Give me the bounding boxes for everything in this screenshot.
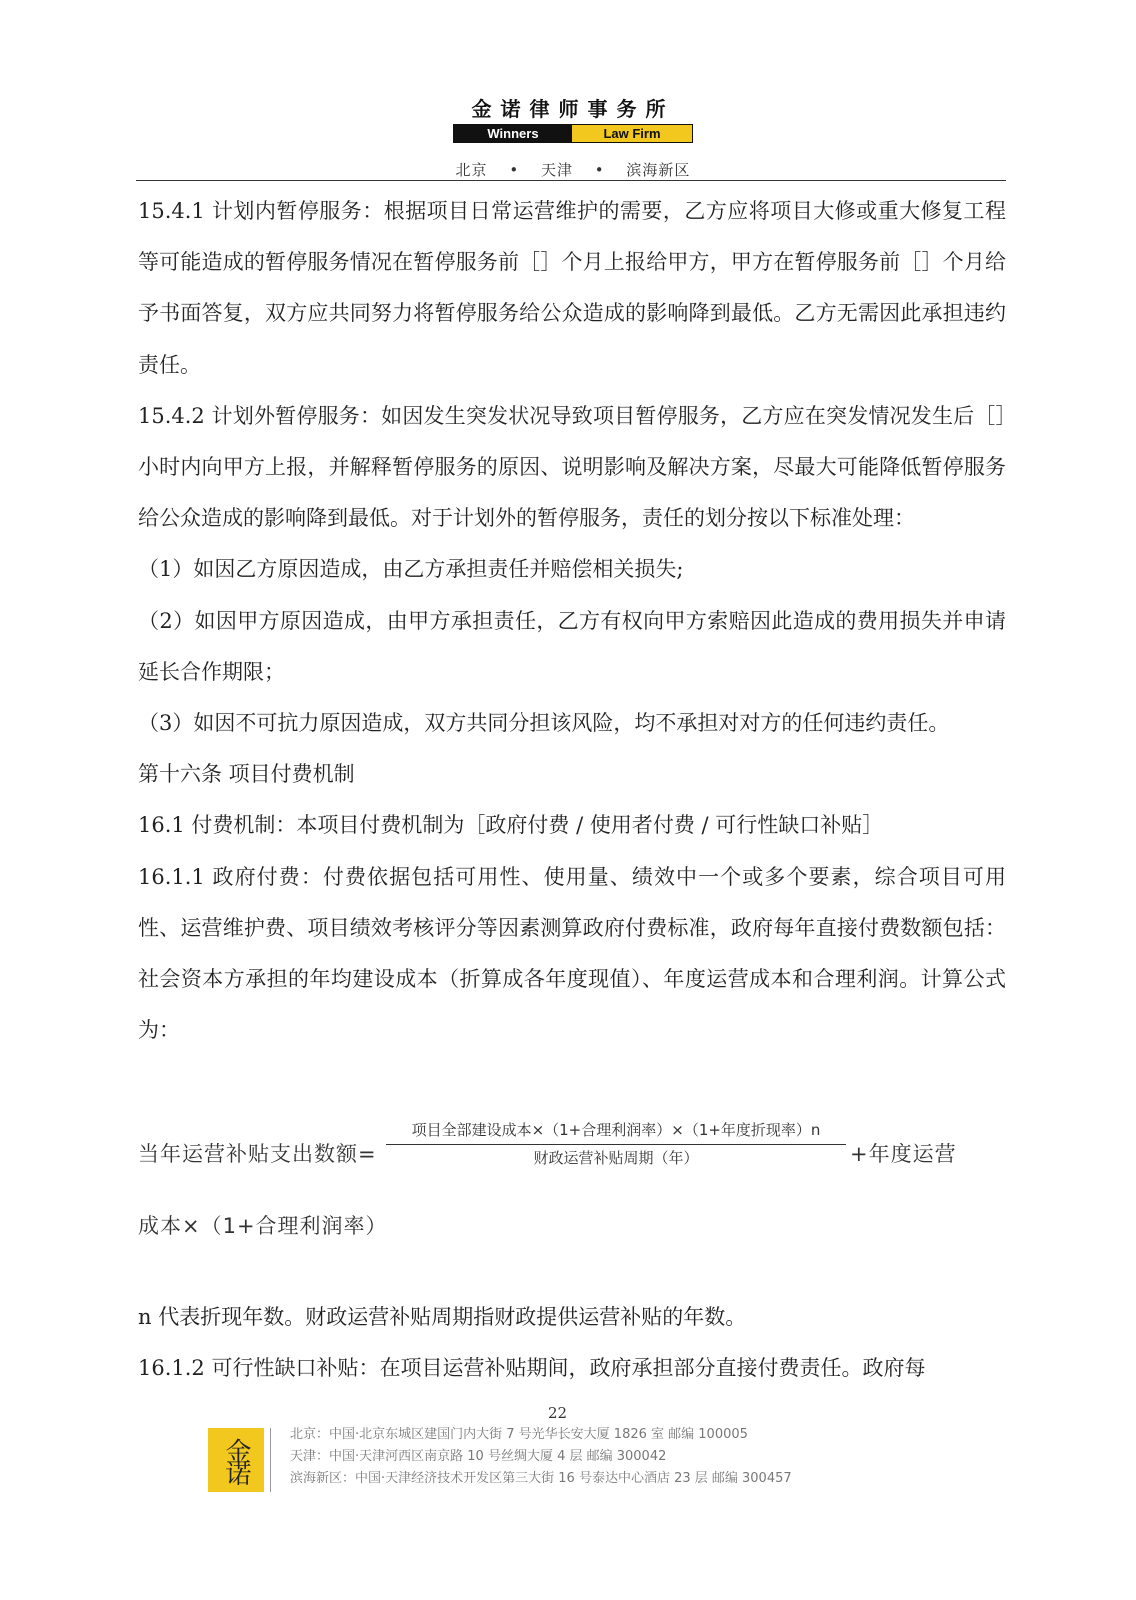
clause-15-4-2: 15.4.2 计划外暂停服务：如因发生突发状况导致项目暂停服务，乙方应在突发情况发生后［］小时内向甲方上报，并解释暂停服务的原因、说明影响及解决方案，尽最大可能降低暂停服务给公众造成的影响降到最低。对于计划外的暂停服务，责任的划分按以下标准处理：	[138, 403, 1006, 531]
header-divider	[136, 180, 1006, 181]
clause-16-1: 16.1 付费机制：本项目付费机制为［政府付费 / 使用者付费 / 可行性缺口补贴］	[138, 813, 884, 838]
letterhead	[140, 96, 1006, 180]
fraction-bar	[386, 1144, 846, 1145]
document-body	[138, 186, 1006, 1056]
document-body-continued	[138, 1292, 1006, 1394]
formula-note: n 代表折现年数。财政运营补贴周期指财政提供运营补贴的年数。	[138, 1305, 747, 1329]
office-cities	[140, 159, 1006, 180]
formula-fraction	[386, 1118, 846, 1169]
firm-name-en-logo	[453, 124, 693, 143]
clause-item-1: （1）如因乙方原因造成，由乙方承担责任并赔偿相关损失;	[138, 557, 684, 582]
article-16-heading: 第十六条 项目付费机制	[138, 762, 355, 787]
clause-15-4-1: 15.4.1 计划内暂停服务：根据项目日常运营维护的需要，乙方应将项目大修或重大修复工程等可能造成的暂停服务情况在暂停服务前［］个月上报给甲方，甲方在暂停服务前［］个月给予书面答复，双方应共同努力将暂停服务给公众造成的影响降到最低。乙方无需因此承担违约责任。	[138, 199, 1006, 377]
subsidy-formula	[138, 1098, 1006, 1188]
logo-calligraphy: 金诺	[221, 1438, 251, 1482]
page-number: 22	[548, 1404, 568, 1422]
formula-denominator: 财政运营补贴周期（年）	[533, 1149, 699, 1167]
city-beijing: 北京	[455, 161, 488, 179]
city-separator: •	[509, 161, 520, 179]
firm-name-en-right: Law Firm	[572, 125, 692, 142]
firm-name-cn: 金诺律师事务所	[471, 97, 675, 121]
formula-numerator: 项目全部建设成本×（1+合理利润率）×（1+年度折现率）n	[411, 1121, 821, 1139]
city-tianjin: 天津	[540, 161, 573, 179]
address-beijing: 北京：中国·北京东城区建国门内大街 7 号光华长安大厦 1826 室 邮编 100005	[290, 1427, 748, 1442]
city-separator: •	[594, 161, 605, 179]
firm-name-en-left: Winners	[454, 125, 572, 142]
formula-rhs: +年度运营	[850, 1142, 957, 1166]
address-binhai: 滨海新区：中国·天津经济技术开发区第三大街 16 号泰达中心酒店 23 层 邮编 300457	[290, 1471, 792, 1486]
footer-divider	[270, 1428, 271, 1492]
clause-item-3: （3）如因不可抗力原因造成，双方共同分担该风险，均不承担对对方的任何违约责任。	[138, 711, 950, 736]
clause-16-1-1: 16.1.1 政府付费：付费依据包括可用性、使用量、绩效中一个或多个要素，综合项目可用性、运营维护费、项目绩效考核评分等因素测算政府付费标准，政府每年直接付费数额包括：社会资本方承担的年均建设成本（折算成各年度现值）、年度运营成本和合理利润。计算公式为：	[138, 864, 1006, 1043]
address-tianjin: 天津：中国·天津河西区南京路 10 号丝绸大厦 4 层 邮编 300042	[290, 1449, 667, 1464]
clause-item-2: （2）如因甲方原因造成，由甲方承担责任，乙方有权向甲方索赔因此造成的费用损失并申请延长合作期限；	[138, 608, 1006, 684]
city-binhai: 滨海新区	[626, 161, 691, 179]
footer-addresses	[290, 1424, 792, 1490]
formula-continuation: 成本×（1+合理利润率）	[138, 1214, 388, 1238]
firm-seal-logo	[208, 1428, 264, 1492]
formula-lhs: 当年运营补贴支出数额=	[138, 1142, 377, 1166]
clause-16-1-2: 16.1.2 可行性缺口补贴：在项目运营补贴期间，政府承担部分直接付费责任。政府每	[138, 1356, 926, 1381]
